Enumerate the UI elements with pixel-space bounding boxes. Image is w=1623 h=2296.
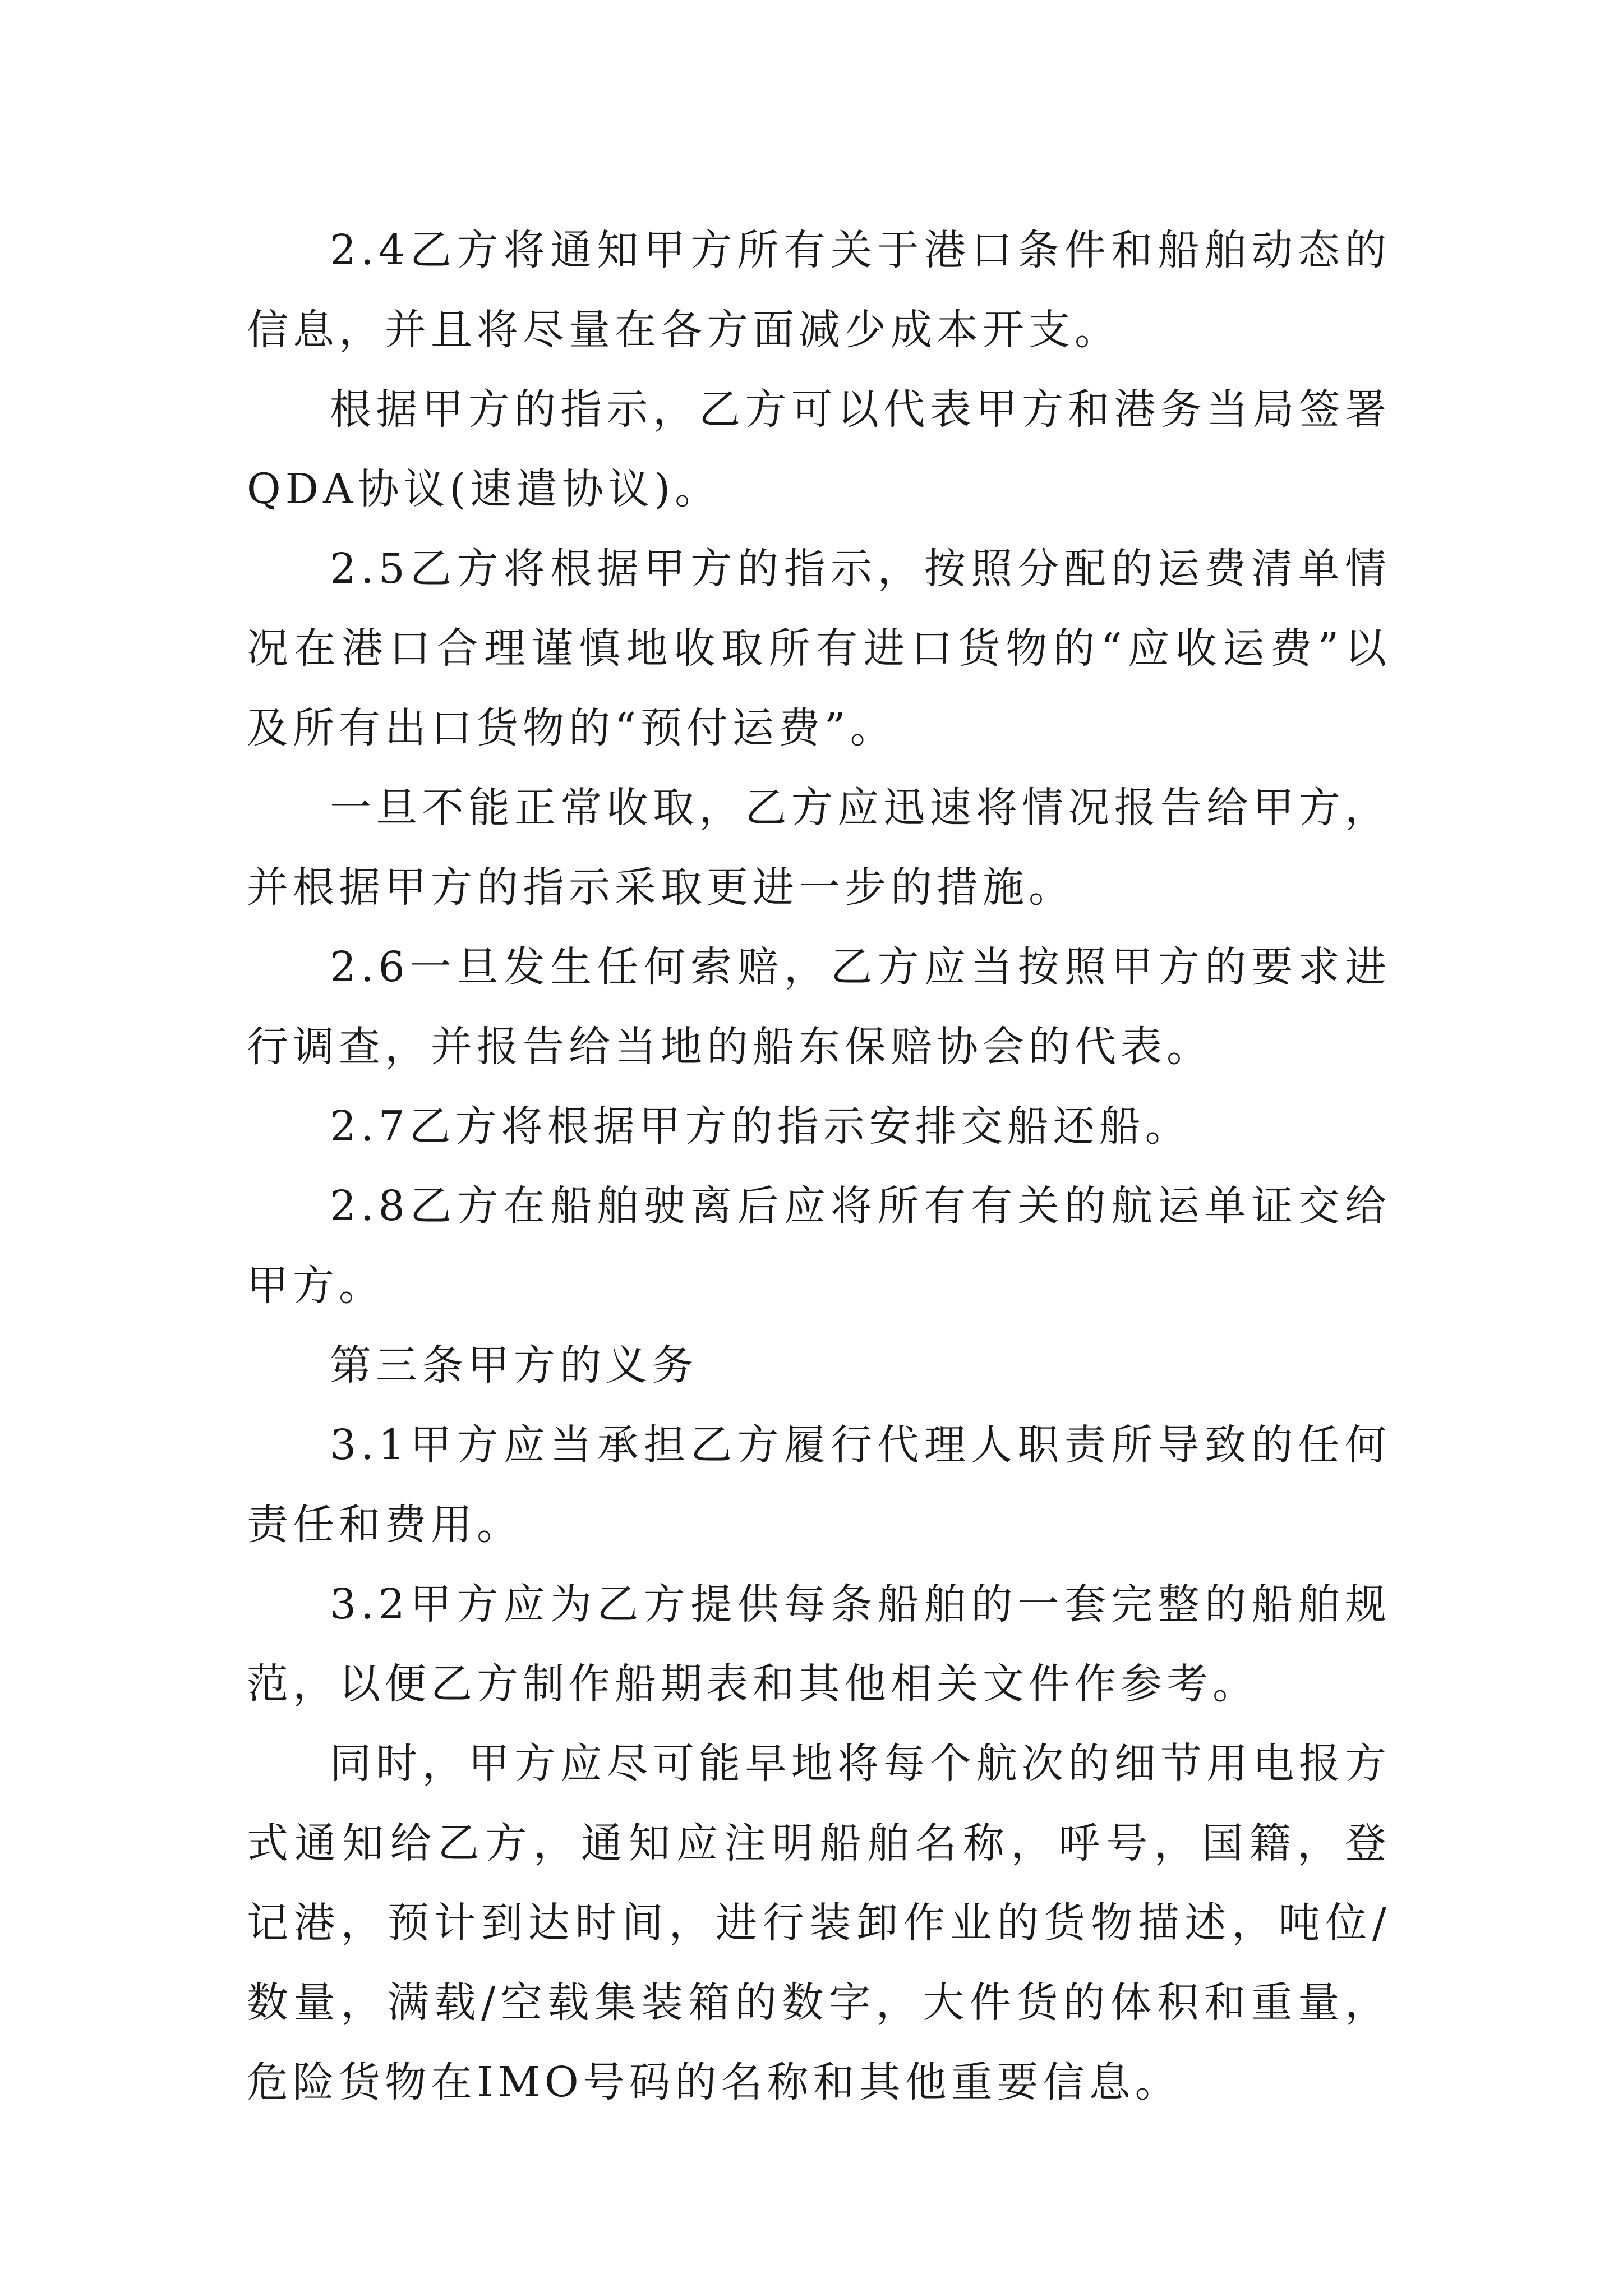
- paragraph-2-8: 2.8乙方在船舶驶离后应将所有有关的航运单证交给甲方。: [247, 1182, 1391, 1310]
- paragraph-2-5: 2.5乙方将根据甲方的指示，按照分配的运费清单情况在港口合理谨慎地收取所有进口货物的“应收运费”以及所有出口货物的“预付运费”。: [247, 545, 1391, 752]
- paragraph-2-6: 2.6一旦发生任何索赔，乙方应当按照甲方的要求进行调查，并报告给当地的船东保赔协会的代表。: [247, 943, 1391, 1071]
- paragraph-voyage-notice: 同时，甲方应尽可能早地将每个航次的细节用电报方式通知给乙方，通知应注明船舶名称，呼号，国籍，登记港，预计到达时间，进行装卸作业的货物描述，吨位/数量，满载/空载集装箱的数字，大件货的体积和重量，危险货物在IMO号码的名称和其他重要信息。: [247, 1740, 1391, 2106]
- paragraph-2-7: 2.7乙方将根据甲方的指示安排交船还船。: [330, 1102, 1191, 1151]
- paragraph-collection-failure: 一旦不能正常收取，乙方应迅速将情况报告给甲方，并根据甲方的指示采取更进一步的措施。: [247, 784, 1391, 912]
- paragraph-3-1: 3.1甲方应当承担乙方履行代理人职责所导致的任何责任和费用。: [247, 1421, 1391, 1549]
- paragraph-qda-agreement: 根据甲方的指示，乙方可以代表甲方和港务当局签署QDA协议(速遣协议)。: [247, 385, 1391, 513]
- paragraph-2-4: 2.4乙方将通知甲方所有关于港口条件和船舶动态的信息，并且将尽量在各方面减少成本开支。: [247, 226, 1391, 354]
- document-body: [247, 210, 1391, 2122]
- section-heading-article-3: 第三条甲方的义务: [330, 1341, 698, 1389]
- paragraph-3-2: 3.2甲方应为乙方提供每条船舶的一套完整的船舶规范，以便乙方制作船期表和其他相关文件作参考。: [247, 1580, 1391, 1708]
